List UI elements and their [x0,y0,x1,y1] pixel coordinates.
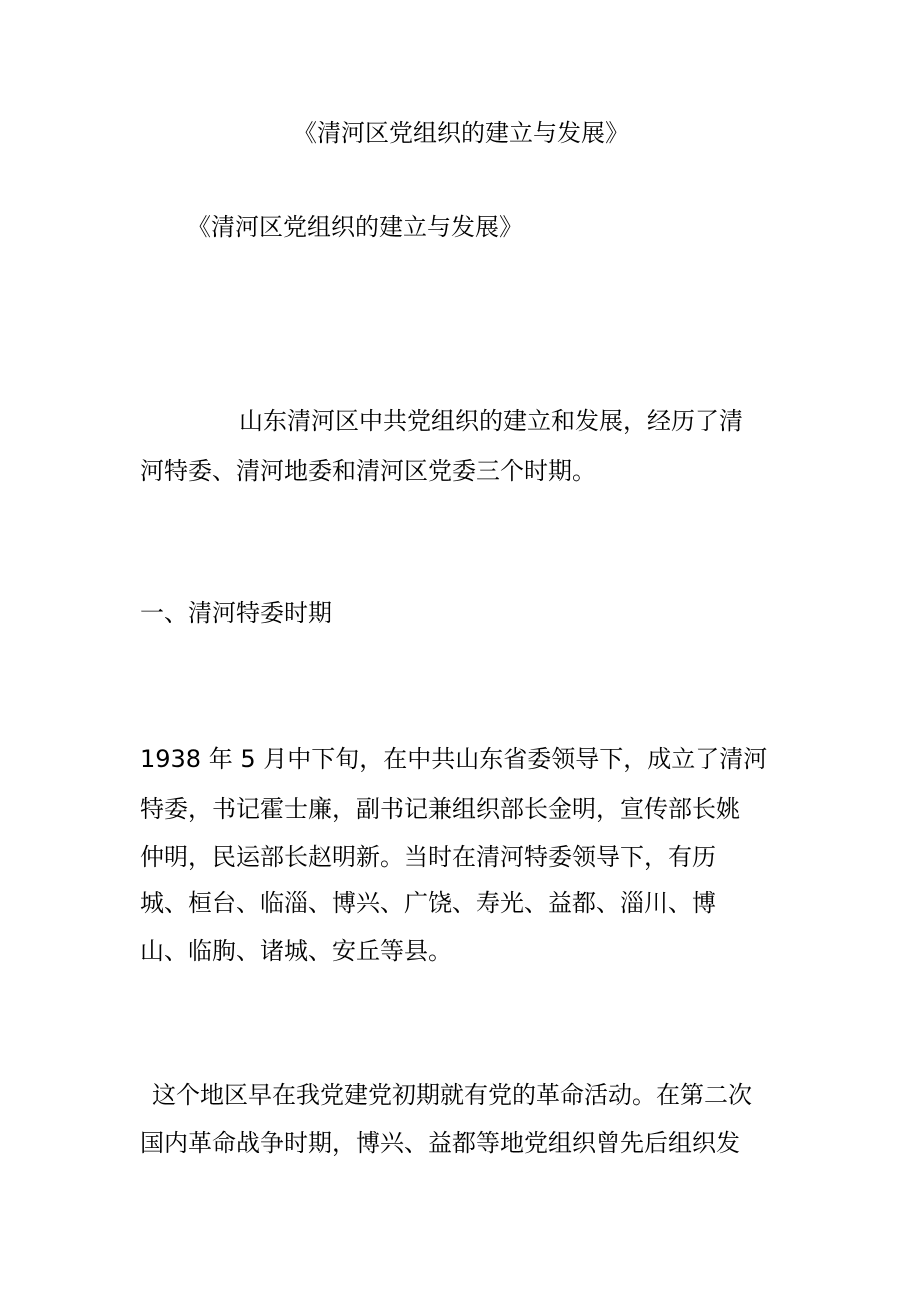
section-heading: 一、清河特委时期 [140,599,332,627]
paragraph-1-line-5: 山、临朐、诸城、安丘等县。 [140,937,452,965]
intro-line-1: 山东清河区中共党组织的建立和发展，经历了清 [239,407,743,435]
document-title: 《清河区党组织的建立与发展》 [293,119,629,147]
paragraph-1-line-4: 城、桓台、临淄、博兴、广饶、寿光、益都、淄川、博 [140,889,716,917]
paragraph-2-line-2: 国内革命战争时期，博兴、益都等地党组织曾先后组织发 [140,1129,740,1157]
paragraph-1-line-1: 1938 年 5 月中下旬，在中共山东省委领导下，成立了清河 [140,745,768,773]
paragraph-1-line-3: 仲明，民运部长赵明新。当时在清河特委领导下，有历 [140,843,716,871]
document-subtitle: 《清河区党组织的建立与发展》 [187,213,523,241]
paragraph-1-line-2: 特委，书记霍士廉，副书记兼组织部长金明，宣传部长姚 [140,795,740,823]
intro-line-2: 河特委、清河地委和清河区党委三个时期。 [140,457,596,485]
paragraph-2-line-1: 这个地区早在我党建党初期就有党的革命活动。在第二次 [152,1081,752,1109]
